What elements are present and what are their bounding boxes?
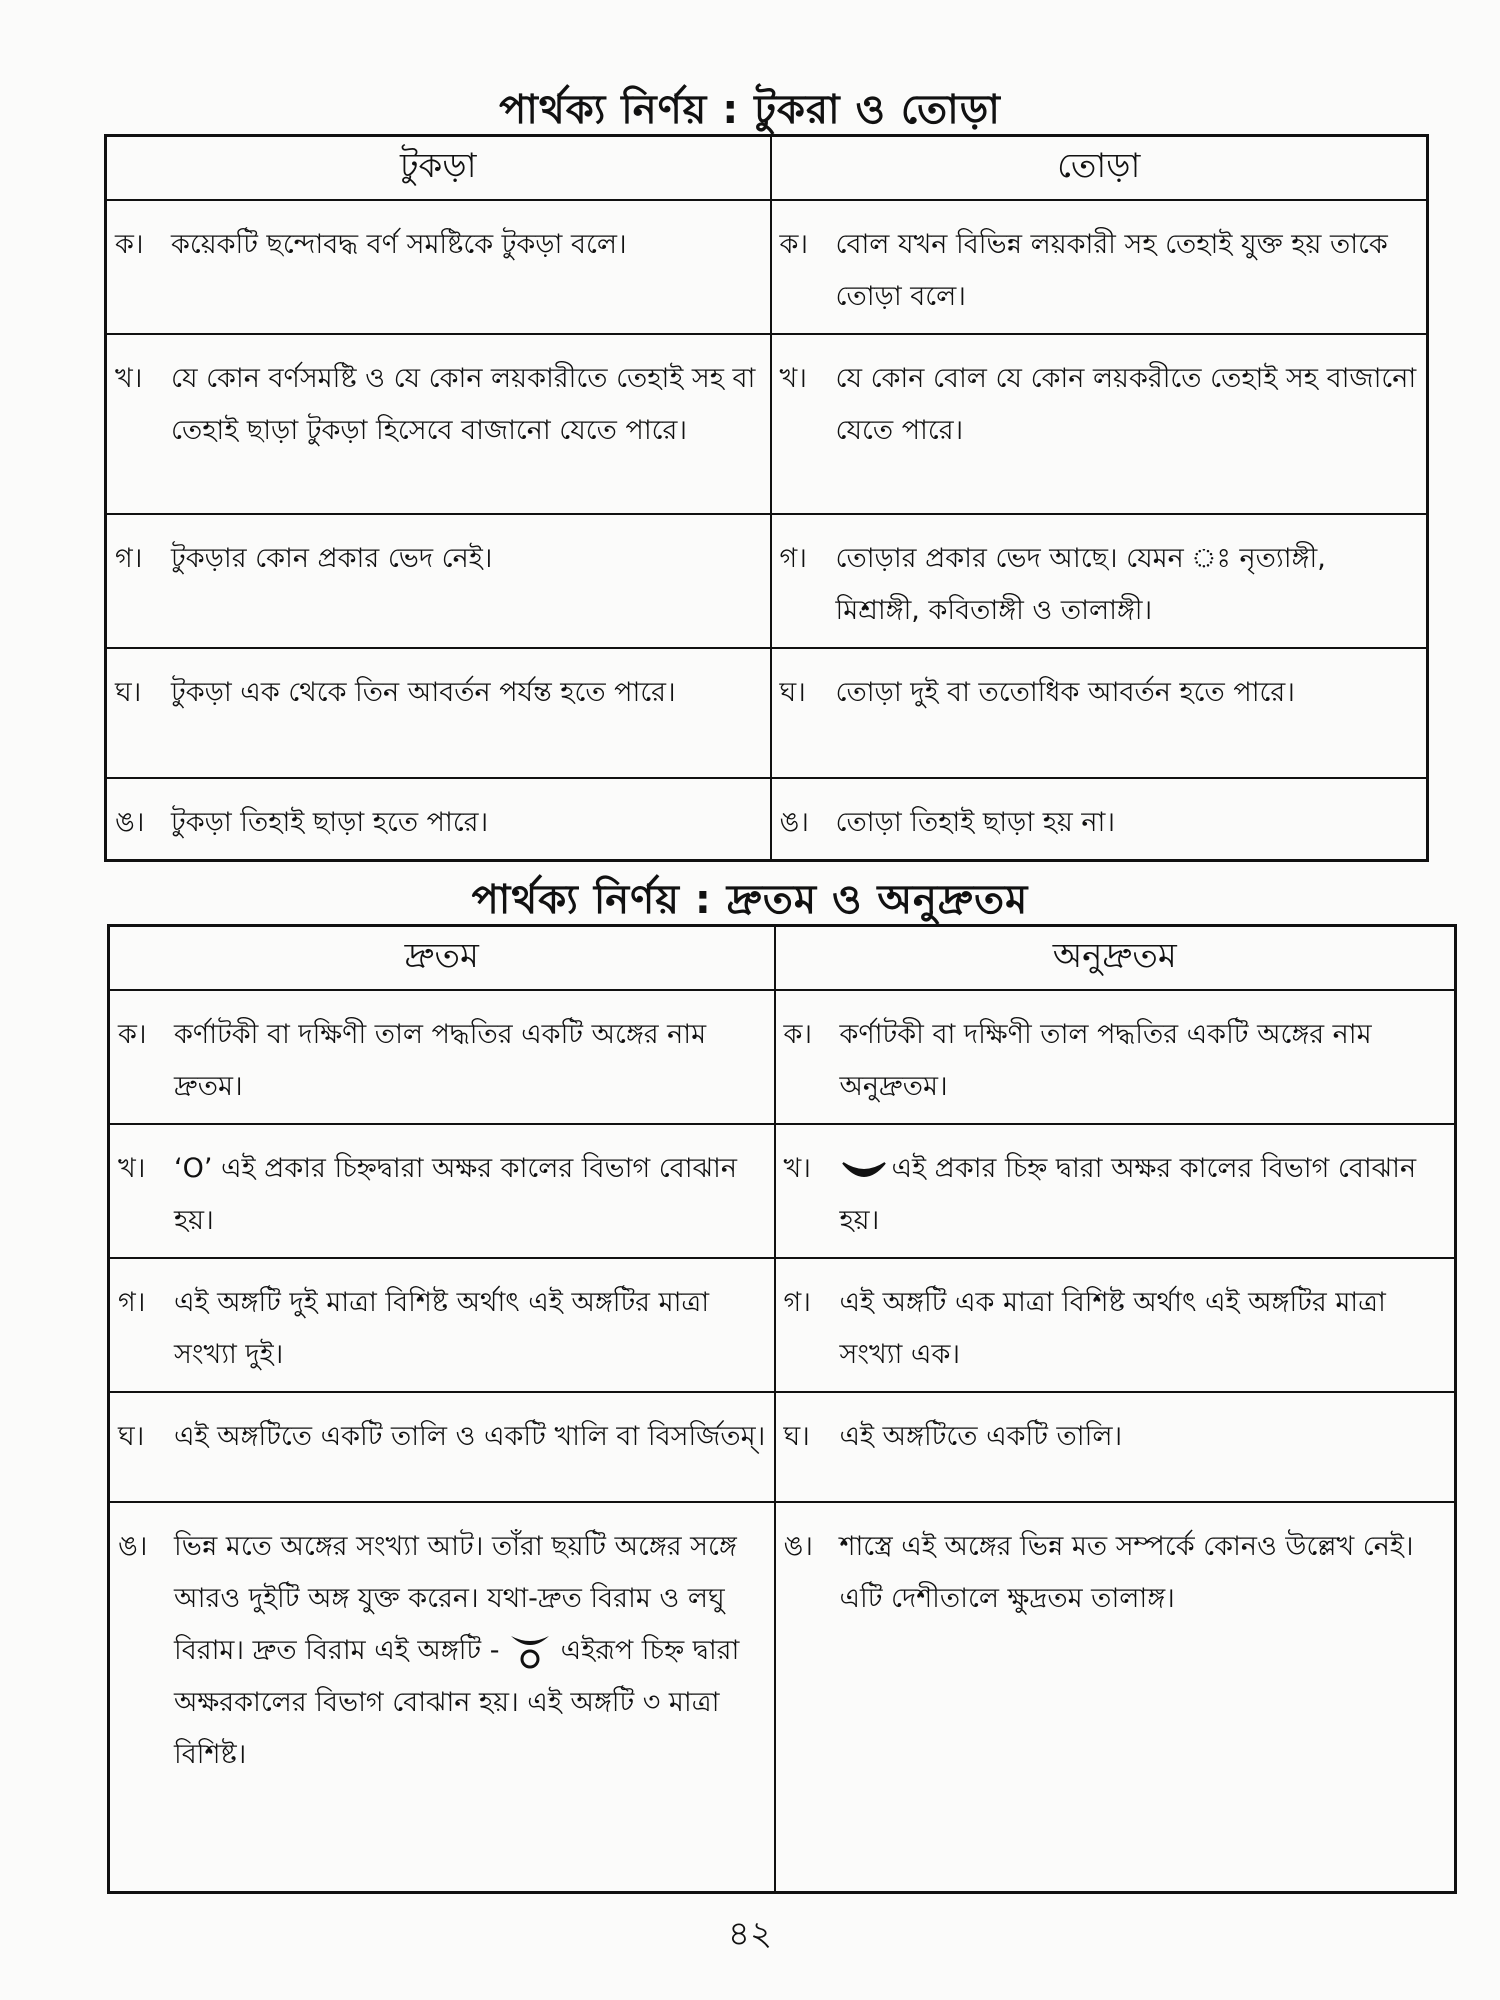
item-marker: খ। bbox=[118, 1153, 146, 1184]
item-marker: ঙ। bbox=[118, 1531, 148, 1562]
item-marker: খ। bbox=[779, 363, 807, 394]
item-text: টুকড়ার কোন প্রকার ভেদ নেই। bbox=[171, 543, 493, 574]
comparison-table-drutam-anudrutam bbox=[107, 924, 1457, 1894]
right-cell bbox=[775, 1124, 1456, 1258]
item-text: এই অঙ্গটিতে একটি তালি। bbox=[839, 1421, 1123, 1452]
left-cell bbox=[106, 200, 771, 334]
table-row bbox=[109, 1124, 1456, 1258]
item-marker: ক। bbox=[783, 1019, 813, 1050]
right-cell bbox=[775, 1502, 1456, 1893]
left-cell bbox=[106, 648, 771, 778]
item-marker: ক। bbox=[779, 229, 809, 260]
item-text: কর্ণাটকী বা দক্ষিণী তাল পদ্ধতির একটি অঙ্গের নাম অনুদ্রুতম। bbox=[839, 1019, 1372, 1102]
druta-virama-symbol bbox=[508, 1632, 552, 1672]
item-text: এই অঙ্গটি দুই মাত্রা বিশিষ্ট অর্থাৎ এই অঙ্গটির মাত্রা সংখ্যা দুই। bbox=[174, 1287, 710, 1370]
table-row bbox=[109, 1502, 1456, 1893]
right-cell bbox=[771, 334, 1428, 514]
table-row bbox=[106, 200, 1428, 334]
item-text: তোড়া দুই বা ততোধিক আবর্তন হতে পারে। bbox=[835, 677, 1295, 708]
header-anudrutam: অনুদ্রুতম bbox=[775, 926, 1456, 991]
item-marker: ঘ। bbox=[779, 677, 806, 708]
left-cell bbox=[109, 1258, 775, 1392]
item-marker: ঘ। bbox=[783, 1421, 810, 1452]
item-marker: ঙ। bbox=[115, 807, 145, 838]
item-text: যে কোন বর্ণসমষ্টি ও যে কোন লয়কারীতে তেহাই সহ বা তেহাই ছাড়া টুকড়া হিসেবে বাজানো যেতে পারে। bbox=[171, 363, 756, 446]
header-tukra: টুকড়া bbox=[106, 136, 771, 201]
item-text-part-b: এইরূপ চিহ্ন দ্বারা অক্ষরকালের বিভাগ বোঝান হয়। এই অঙ্গটি ৩ মাত্রা বিশিষ্ট। bbox=[174, 1635, 740, 1770]
right-cell bbox=[775, 990, 1456, 1124]
right-cell bbox=[771, 648, 1428, 778]
right-cell bbox=[771, 200, 1428, 334]
table-row bbox=[106, 514, 1428, 648]
item-text: ‘O’ এই প্রকার চিহ্নদ্বারা অক্ষর কালের বিভাগ বোঝান হয়। bbox=[174, 1153, 737, 1236]
item-text: এই অঙ্গটিতে একটি তালি ও একটি খালি বা বিসর্জিতম্। bbox=[174, 1421, 766, 1452]
header-drutam: দ্রুতম bbox=[109, 926, 775, 991]
item-text-part-a: ভিন্ন মতে অঙ্গের সংখ্যা আট। তাঁরা ছয়টি অঙ্গের সঙ্গে আরও দুইটি অঙ্গ যুক্ত করেন। যথা-দ্রুত বিরাম ও লঘু বিরাম। দ্রুত বিরাম এই অঙ্গটি - bbox=[174, 1531, 737, 1666]
item-marker: খ। bbox=[115, 363, 143, 394]
left-cell bbox=[109, 990, 775, 1124]
item-text: টুকড়া এক থেকে তিন আবর্তন পর্যন্ত হতে পারে। bbox=[171, 677, 676, 708]
table-row bbox=[106, 334, 1428, 514]
item-marker: ক। bbox=[115, 229, 144, 260]
right-cell bbox=[771, 778, 1428, 861]
item-marker: গ। bbox=[779, 543, 807, 574]
left-cell bbox=[106, 514, 771, 648]
left-cell bbox=[109, 1124, 775, 1258]
item-marker: ঙ। bbox=[779, 807, 809, 838]
item-text: টুকড়া তিহাই ছাড়া হতে পারে। bbox=[171, 807, 489, 838]
right-cell bbox=[771, 514, 1428, 648]
comparison-table-tukra-tora bbox=[104, 134, 1429, 862]
item-text: বোল যখন বিভিন্ন লয়কারী সহ তেহাই যুক্ত হয় তাকে তোড়া বলে। bbox=[835, 229, 1388, 312]
header-tora: তোড়া bbox=[771, 136, 1428, 201]
item-marker: ঘ। bbox=[118, 1421, 145, 1452]
item-marker: গ। bbox=[118, 1287, 146, 1318]
item-text: কয়েকটি ছন্দোবদ্ধ বর্ণ সমষ্টিকে টুকড়া বলে। bbox=[171, 229, 627, 260]
left-cell bbox=[109, 1392, 775, 1502]
item-marker: গ। bbox=[115, 543, 143, 574]
right-cell bbox=[775, 1258, 1456, 1392]
item-text: কর্ণাটকী বা দক্ষিণী তাল পদ্ধতির একটি অঙ্গের নাম দ্রুতম। bbox=[174, 1019, 707, 1102]
item-text: তোড়া তিহাই ছাড়া হয় না। bbox=[835, 807, 1116, 838]
anudrutam-arc-symbol bbox=[840, 1157, 888, 1183]
table-row bbox=[106, 648, 1428, 778]
left-cell bbox=[106, 778, 771, 861]
item-text: তোড়ার প্রকার ভেদ আছে। যেমন ঃ নৃত্যাঙ্গী, মিশ্রাঙ্গী, কবিতাঙ্গী ও তালাঙ্গী। bbox=[835, 543, 1326, 626]
item-text: শাস্ত্রে এই অঙ্গের ভিন্ন মত সম্পর্কে কোনও উল্লেখ নেই। এটি দেশীতালে ক্ষুদ্রতম তালাঙ্গ। bbox=[839, 1531, 1414, 1614]
left-cell bbox=[109, 1502, 775, 1893]
left-cell bbox=[106, 334, 771, 514]
item-marker: ক। bbox=[118, 1019, 147, 1050]
item-text-with-symbol bbox=[840, 1143, 1447, 1247]
page-number: ৪২ bbox=[727, 1914, 773, 1954]
item-marker: ঙ। bbox=[783, 1531, 813, 1562]
table2-title: পার্থক্য নির্ণয় : দ্রুতম ও অনুদ্রুতম bbox=[471, 877, 1029, 923]
item-text: যে কোন বোল যে কোন লয়করীতে তেহাই সহ বাজানো যেতে পারে। bbox=[835, 363, 1417, 446]
table-row bbox=[109, 1258, 1456, 1392]
item-marker: খ। bbox=[783, 1153, 811, 1184]
table-header-row bbox=[106, 136, 1428, 201]
table-header-row bbox=[109, 926, 1456, 991]
table1-title: পার্থক্য নির্ণয় : টুকরা ও তোড়া bbox=[499, 87, 1001, 133]
item-text-with-symbol bbox=[174, 1521, 766, 1781]
item-marker: ঘ। bbox=[115, 677, 142, 708]
item-marker: গ। bbox=[783, 1287, 811, 1318]
item-text: এই অঙ্গটি এক মাত্রা বিশিষ্ট অর্থাৎ এই অঙ্গটির মাত্রা সংখ্যা এক। bbox=[839, 1287, 1386, 1370]
right-cell bbox=[775, 1392, 1456, 1502]
table-row bbox=[106, 778, 1428, 861]
item-text: এই প্রকার চিহ্ন দ্বারা অক্ষর কালের বিভাগ বোঝান হয়। bbox=[839, 1153, 1417, 1236]
table-row bbox=[109, 990, 1456, 1124]
table-row bbox=[109, 1392, 1456, 1502]
